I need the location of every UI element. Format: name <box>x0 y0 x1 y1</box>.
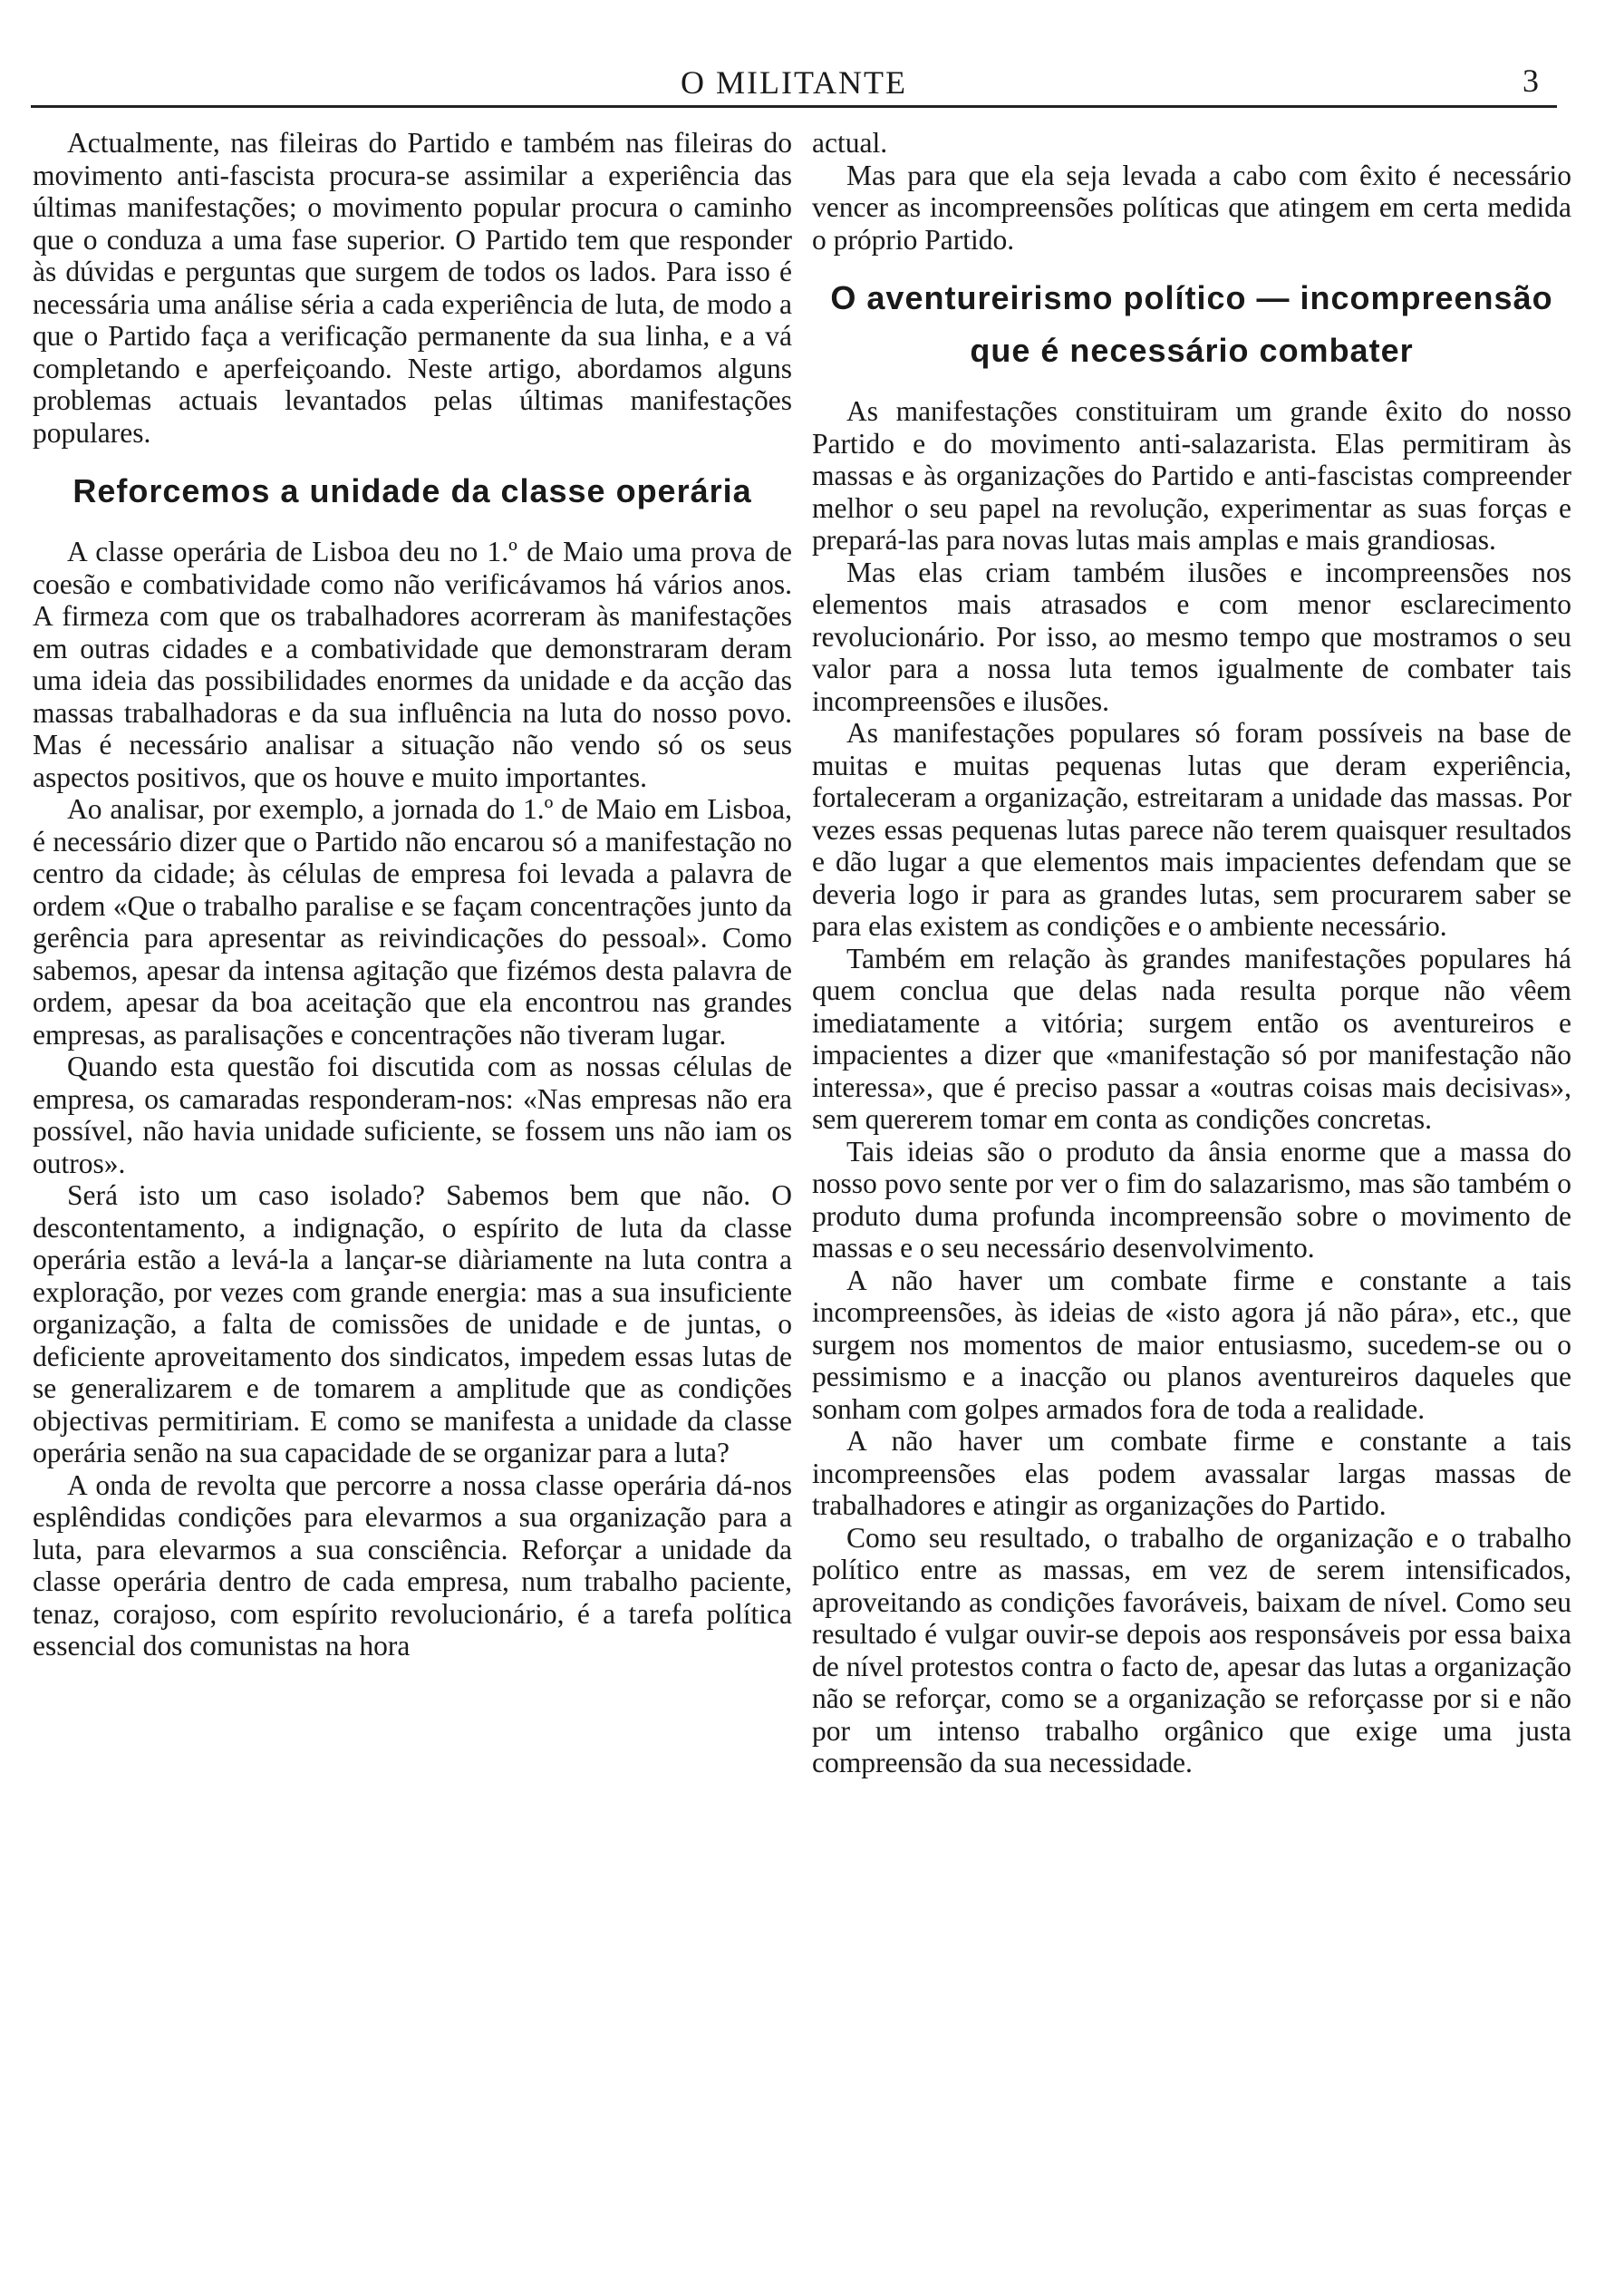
left-column <box>33 127 792 1662</box>
header-rule <box>31 105 1557 108</box>
paragraph: A não haver um combate firme e constante a tais incompreensões, às ideias de «isto agora já não pára», etc., que surgem nos momentos de maior entusiasmo, sucedem-se ou o pessimismo e a inacção ou planos aventureiros daqueles que sonham com golpes armados fora de toda a realidade. <box>812 1264 1571 1425</box>
paragraph: Quando esta questão foi discutida com as nossas células de empresa, os camaradas responderam-nos: «Nas empresas não era possível, não havia unidade suficiente, se fossem uns não iam os outros». <box>33 1051 792 1179</box>
paragraph: As manifestações constituiram um grande êxito do nosso Partido e do movimento anti-salazarista. Elas permitiram às massas e às organizações do Partido e anti-fascistas compreender melhor o seu papel na revolução, experimentar as suas forças e prepará-las para novas lutas mais amplas e mais grandiosas. <box>812 395 1571 556</box>
paragraph: Também em relação às grandes manifestações populares há quem conclua que delas nada resulta porque não vêem imediatamente a vitória; surgem então os aventureiros e impacientes a dizer que «manifestação só por manifestação não interessa», que é preciso passar a «outras coisas mais decisivas», sem quererem tomar em conta as condições concretas. <box>812 942 1571 1135</box>
section-heading: Reforcemos a unidade da classe operária <box>72 472 752 509</box>
paragraph: Como seu resultado, o trabalho de organização e o trabalho político entre as massas, em vez de serem intensificados, aproveitando as condições favoráveis, baixam de nível. Como seu resultado é vulgar ouvir-se depois aos responsáveis por essa baixa de nível protestos contra o facto de, apesar das lutas a organização não se reforçar, como se a organização se reforçasse por si e não por um intenso trabalho orgânico que exige uma justa compreensão da sua necessidade. <box>812 1521 1571 1778</box>
paragraph: Ao analisar, por exemplo, a jornada do 1.º de Maio em Lisboa, é necessário dizer que o Partido não encarou só a manifestação no centro da cidade; às células de empresa foi levada a palavra de ordem «Que o trabalho paralise e se façam concentrações junto da gerência para apresentar as reivindicações do pessoal». Como sabemos, apesar da intensa agitação que fizémos desta palavra de ordem, apesar da boa aceitação que ela encontrou nas grandes empresas, as paralisações e concentrações não tiveram lugar. <box>33 793 792 1051</box>
paragraph: A onda de revolta que percorre a nossa classe operária dá-nos esplêndidas condições para elevarmos a sua organização para a luta, para elevarmos a sua consciência. Reforçar a unidade da classe operária dentro de cada empresa, num trabalho paciente, tenaz, corajoso, com espírito revolucionário, é a tarefa política essencial dos comunistas na hora <box>33 1468 792 1662</box>
paragraph: Mas elas criam também ilusões e incompreensões nos elementos mais atrasados e com menor esclarecimento revolucionário. Por isso, ao mesmo tempo que mostramos o seu valor para a nossa luta temos igualmente de combater tais incompreensões e ilusões. <box>812 556 1571 717</box>
section-heading: O aventureirismo político — incompreensão que é necessário combater <box>830 279 1553 369</box>
paragraph: As manifestações populares só foram possíveis na base de muitas e muitas pequenas lutas que deram experiência, fortaleceram a organização, estreitaram a unidade das massas. Por vezes essas pequenas lutas parece não terem quaisquer resultados e dão lugar a que elementos mais impacientes defendam que se deveria logo ir para as grandes lutas, sem procurarem saber se para elas existem as condições e o ambiente necessário. <box>812 717 1571 942</box>
paragraph: Será isto um caso isolado? Sabemos bem que não. O descontentamento, a indignação, o espírito de luta da classe operária estão a levá-la a lançar-se diàriamente na luta contra a exploração, por vezes com grande energia: mas a sua insuficiente organização, a falta de comissões de unidade e de juntas, o deficiente aproveitamento dos sindicatos, impedem essas lutas de se generalizarem e de tomarem a amplitude que as condições objectivas permitiriam. E como se manifesta a unidade da classe operária senão na sua capacidade de se organizar para a luta? <box>33 1179 792 1468</box>
paragraph: Mas para que ela seja levada a cabo com êxito é necessário vencer as incompreensões políticas que atingem em certa medida o próprio Partido. <box>812 159 1571 256</box>
page-number: 3 <box>1522 63 1539 99</box>
paragraph: A classe operária de Lisboa deu no 1.º de Maio uma prova de coesão e combatividade como não verificávamos há vários anos. A firmeza com que os trabalhadores acorreram às manifestações em outras cidades e a combatividade que demonstraram deram uma ideia das possibilidades enormes da unidade e da acção das massas trabalhadoras e da sua influência na luta do nosso povo. Mas é necessário analisar a situação não vendo só os seus aspectos positivos, que os houve e muito importantes. <box>33 536 792 793</box>
page-header <box>31 56 1557 112</box>
paragraph: Actualmente, nas fileiras do Partido e também nas fileiras do movimento anti-fascista procura-se assimilar a experiência das últimas manifestações; o movimento popular procura o caminho que o conduza a uma fase superior. O Partido tem que responder às dúvidas e perguntas que surgem de todos os lados. Para isso é necessária uma análise séria a cada experiência de luta, de modo a que o Partido faça a verificação permanente da sua linha, e a vá completando e aperfeiçoando. Neste artigo, abordamos alguns problemas actuais levantados pelas últimas manifestações populares. <box>33 127 792 449</box>
publication-title: O MILITANTE <box>680 64 908 101</box>
paragraph-continuation: actual. <box>812 127 888 159</box>
paragraph: Tais ideias são o produto da ânsia enorme que a massa do nosso povo sente por ver o fim do salazarismo, mas são também o produto duma profunda incompreensão sobre o movimento de massas e o seu necessário desenvolvimento. <box>812 1135 1571 1264</box>
paragraph: A não haver um combate firme e constante a tais incompreensões elas podem avassalar largas massas de trabalhadores e atingir as organizações do Partido. <box>812 1425 1571 1521</box>
right-column <box>812 127 1571 1779</box>
